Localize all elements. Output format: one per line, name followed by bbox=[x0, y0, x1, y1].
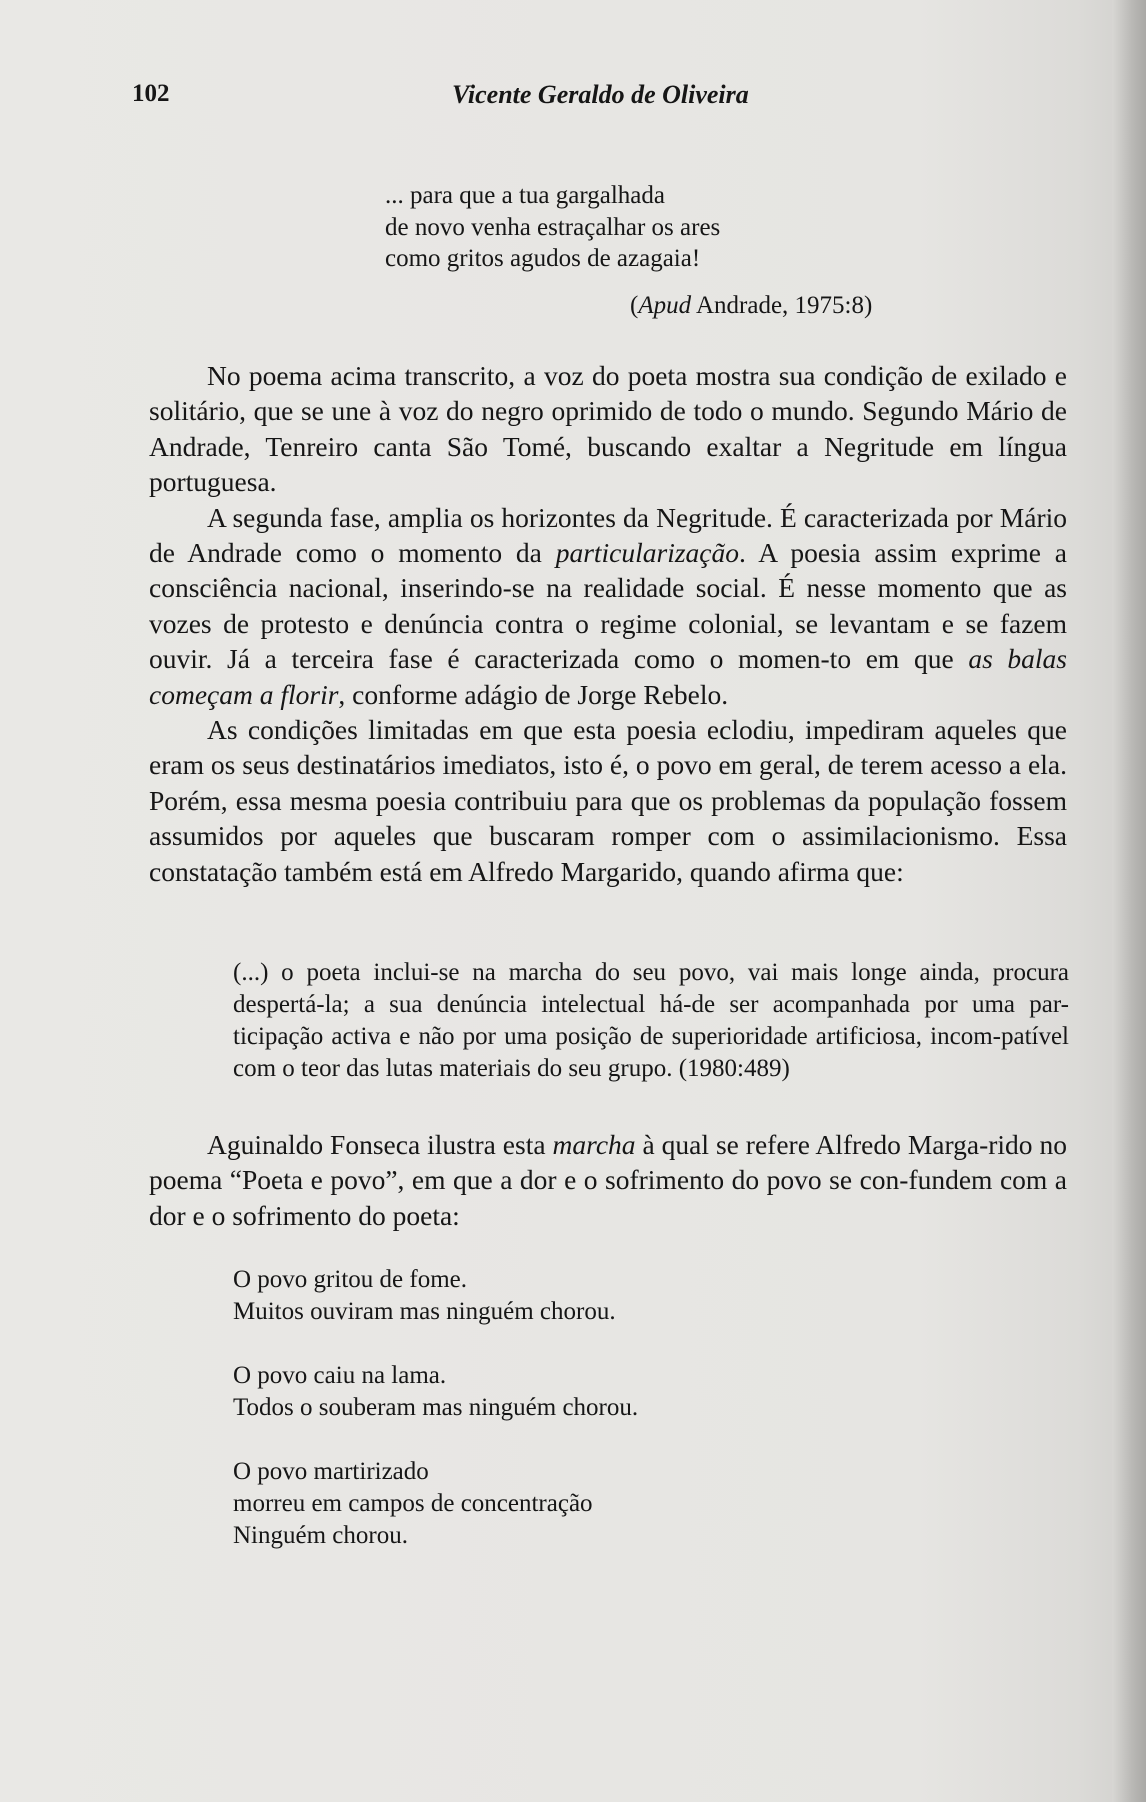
text-run: Aguinaldo Fonseca ilustra esta bbox=[207, 1129, 553, 1160]
paragraph-4 bbox=[149, 1127, 1067, 1233]
paragraph-1: No poema acima transcrito, a voz do poeta mostra sua condição de exilado e solitário, que se une à voz do negro oprimido de todo o mundo. Segundo Mário de Andrade, Tenreiro canta São Tomé, buscando exaltar a Negritude em língua portuguesa. bbox=[149, 360, 1067, 498]
citation-source: Andrade, 1975:8) bbox=[691, 292, 873, 319]
poem-line: O povo caiu na lama. bbox=[233, 1362, 447, 1389]
emphasis: marcha bbox=[552, 1129, 636, 1160]
poem-line: morreu em campos de concentração bbox=[233, 1490, 593, 1517]
text-run: , conforme adágio de Jorge Rebelo. bbox=[338, 678, 729, 710]
page-edge-shadow bbox=[1112, 0, 1146, 1802]
block-quote: (...) o poeta inclui-se na marcha do seu povo, vai mais longe ainda, procura despertá-la; a sua denúncia intelectual há-de ser acompanhada por uma par-ticipação activa e não por uma posição de superioridade artificiosa, incom-patível com o teor das lutas materiais do seu grupo. (1980:489) bbox=[233, 959, 1069, 1082]
poem-stanza bbox=[233, 1264, 638, 1328]
page-header bbox=[0, 80, 1146, 120]
main-text bbox=[149, 358, 1067, 889]
poem-poeta-e-povo bbox=[233, 1264, 638, 1584]
citation-open: ( bbox=[630, 292, 639, 319]
main-text-2 bbox=[149, 1127, 1067, 1233]
emphasis: particularização bbox=[555, 537, 740, 569]
paragraph-3: As condições limitadas em que esta poesia eclodiu, impediram aqueles que eram os seus destinatários imediatos, isto é, o povo em geral, de terem acesso a ela. Porém, essa mesma poesia contribuiu para que os problemas da população fossem assumidos por aqueles que buscaram romper com o assimilacionismo. Essa constatação também está em Alfredo Margarido, quando afirma que: bbox=[149, 714, 1067, 887]
poem-line: Muitos ouviram mas ninguém chorou. bbox=[233, 1298, 616, 1325]
poem-line: ... para que a tua gargalhada bbox=[385, 182, 665, 209]
poem-line: de novo venha estraçalhar os ares bbox=[385, 213, 721, 241]
poem-line: O povo martirizado bbox=[233, 1458, 429, 1485]
poem-stanza bbox=[233, 1360, 638, 1424]
running-title: Vicente Geraldo de Oliveira bbox=[452, 80, 749, 109]
page-number: 102 bbox=[132, 80, 170, 107]
poem-excerpt bbox=[385, 180, 720, 275]
poem-line: Ninguém chorou. bbox=[233, 1522, 408, 1549]
poem-line: Todos o souberam mas ninguém chorou. bbox=[233, 1394, 639, 1421]
poem-stanza bbox=[233, 1456, 638, 1552]
text-run: A segunda fase, amplia os horizontes da Negritude. É caracterizada por Mário de Andrade como o momento da bbox=[149, 501, 1067, 569]
citation bbox=[630, 292, 872, 320]
citation-apud: Apud bbox=[638, 292, 692, 319]
poem-line: O povo gritou de fome. bbox=[233, 1266, 467, 1293]
text-run: à qual se refere Alfredo Marga-rido no poema “Poeta e povo”, em que a dor e o sofrimento do povo se con-fundem com a dor e o sofrimento do poeta: bbox=[149, 1129, 1067, 1231]
emphasis: as balas começam a florir bbox=[149, 643, 1067, 710]
poem-line: como gritos agudos de azagaia! bbox=[385, 245, 701, 272]
text-run: . A poesia assim exprime a consciência nacional, inserindo-se na realidade social. É nesse momento que as vozes de protesto e denúncia contra o regime colonial, se levantam e se fazem ouvir. Já a terceira fase é caracterizada como o momen-to em que bbox=[149, 537, 1068, 675]
paragraph-2 bbox=[149, 500, 1067, 712]
